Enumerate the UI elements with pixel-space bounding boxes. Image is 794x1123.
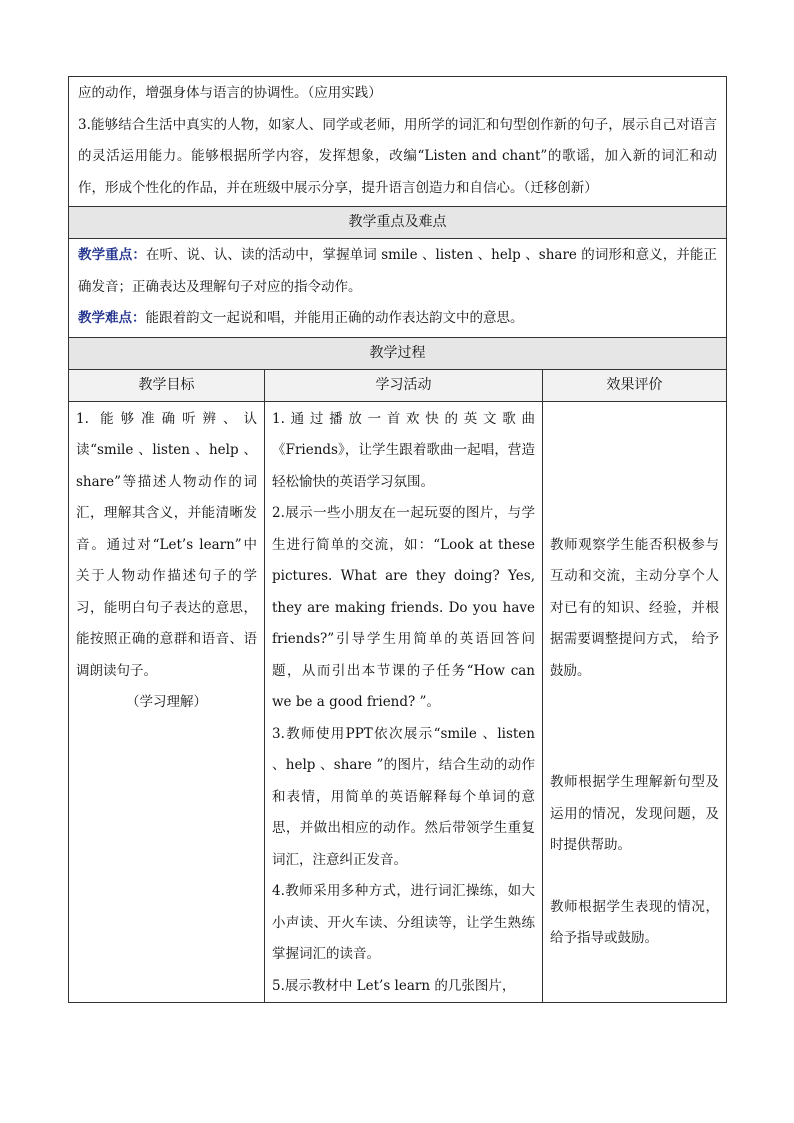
process-column-headers bbox=[69, 369, 727, 401]
key-point-text: 在听、说、认、读的活动中，掌握单词 smile 、listen 、help 、share 的词形和意义，并能正确发音；正确表达及理解句子对应的指令动作。 bbox=[78, 247, 718, 295]
evaluation-2: 教师根据学生理解新句型及运用的情况，发现问题，及时提供帮助。 bbox=[550, 774, 720, 853]
objective-3: 3.能够结合生活中真实的人物，如家人、同学或老师，用所学的词汇和句型创作新的句子，展示自己对语言的灵活运用能力。能够根据所学内容，发挥想象，改编“Listen and chant”的歌谣，加入新的词汇和动作，形成个性化的作品，并在班级中展示分享，提升语言创造力和自信心。（迁移创新） bbox=[78, 116, 718, 196]
key-point-label: 教学重点： bbox=[78, 247, 146, 263]
key-point-paragraph bbox=[78, 240, 717, 303]
key-points-row bbox=[69, 239, 727, 338]
activity-5: 5.展示教材中 Let’s learn 的几张图片， bbox=[272, 977, 516, 994]
difficulty-label: 教学难点： bbox=[78, 310, 146, 326]
column-header-evaluation: 效果评价 bbox=[543, 369, 727, 401]
process-header: 教学过程 bbox=[69, 337, 727, 369]
activity-cell bbox=[265, 401, 543, 1003]
objectives-continuation-cell bbox=[69, 77, 727, 207]
difficulty-paragraph bbox=[78, 303, 717, 335]
activity-3: 3.教师使用PPT依次展示“smile 、listen 、help 、share ”的图片，结合生动的动作和表情，用简单的英语解释每个单词的意思，并做出相应的动作。然后带领学生重复词汇，注意纠正发音。 bbox=[272, 725, 535, 868]
lesson-plan-table bbox=[68, 76, 727, 1003]
key-points-header-row bbox=[69, 207, 727, 239]
activity-4: 4.教师采用多种方式，进行词汇操练，如大小声读、开火车读、分组读等，让学生熟练掌握词汇的读音。 bbox=[272, 883, 535, 962]
objective-2-tail: 应的动作，增强身体与语言的协调性。（应用实践） bbox=[78, 85, 382, 101]
evaluation-3: 教师根据学生表现的情况，给予指导或鼓励。 bbox=[550, 898, 720, 946]
objective-text: 1. 能够准确听辨、认读“smile 、listen 、help 、share”等描述人物动作的词汇，理解其含义，并能清晰发音。通过对“Let’s learn”中关于人物动作描述句子的学习，能明白句子表达的意思，能按照正确的意群和语音、语调朗读句子。 bbox=[76, 410, 257, 679]
difficulty-text: 能跟着韵文一起说和唱，并能用正确的动作表达韵文中的意思。 bbox=[145, 310, 524, 326]
key-points-header: 教学重点及难点 bbox=[69, 207, 727, 239]
activity-1: 1.通过播放一首欢快的英文歌曲《Friends》，让学生跟着歌曲一起唱，营造轻松愉快的英语学习氛围。 bbox=[272, 410, 535, 490]
evaluation-cell bbox=[543, 401, 727, 1003]
key-points-cell bbox=[69, 239, 727, 338]
process-header-row bbox=[69, 337, 727, 369]
column-header-activity: 学习活动 bbox=[265, 369, 543, 401]
evaluation-1: 教师观察学生能否积极参与互动和交流，主动分享个人对已有的知识、经验，并根据需要调整提问方式， 给予鼓励。 bbox=[550, 536, 720, 679]
lesson-plan-page bbox=[68, 76, 726, 1003]
column-header-objective: 教学目标 bbox=[69, 369, 265, 401]
objective-cell bbox=[69, 401, 265, 1003]
activity-2: 2.展示一些小朋友在一起玩耍的图片，与学生进行简单的交流，如：“Look at these pictures. What are they doing? Yes, they are making friends. Do you have friends?”引导学生用简单的英语回答问题，从而引出本节课的子任务“How can we be a good friend? ”。 bbox=[272, 505, 535, 710]
process-content-row bbox=[69, 401, 727, 1003]
objective-tag: （学习理解） bbox=[126, 694, 207, 710]
objectives-continuation-row bbox=[69, 77, 727, 207]
